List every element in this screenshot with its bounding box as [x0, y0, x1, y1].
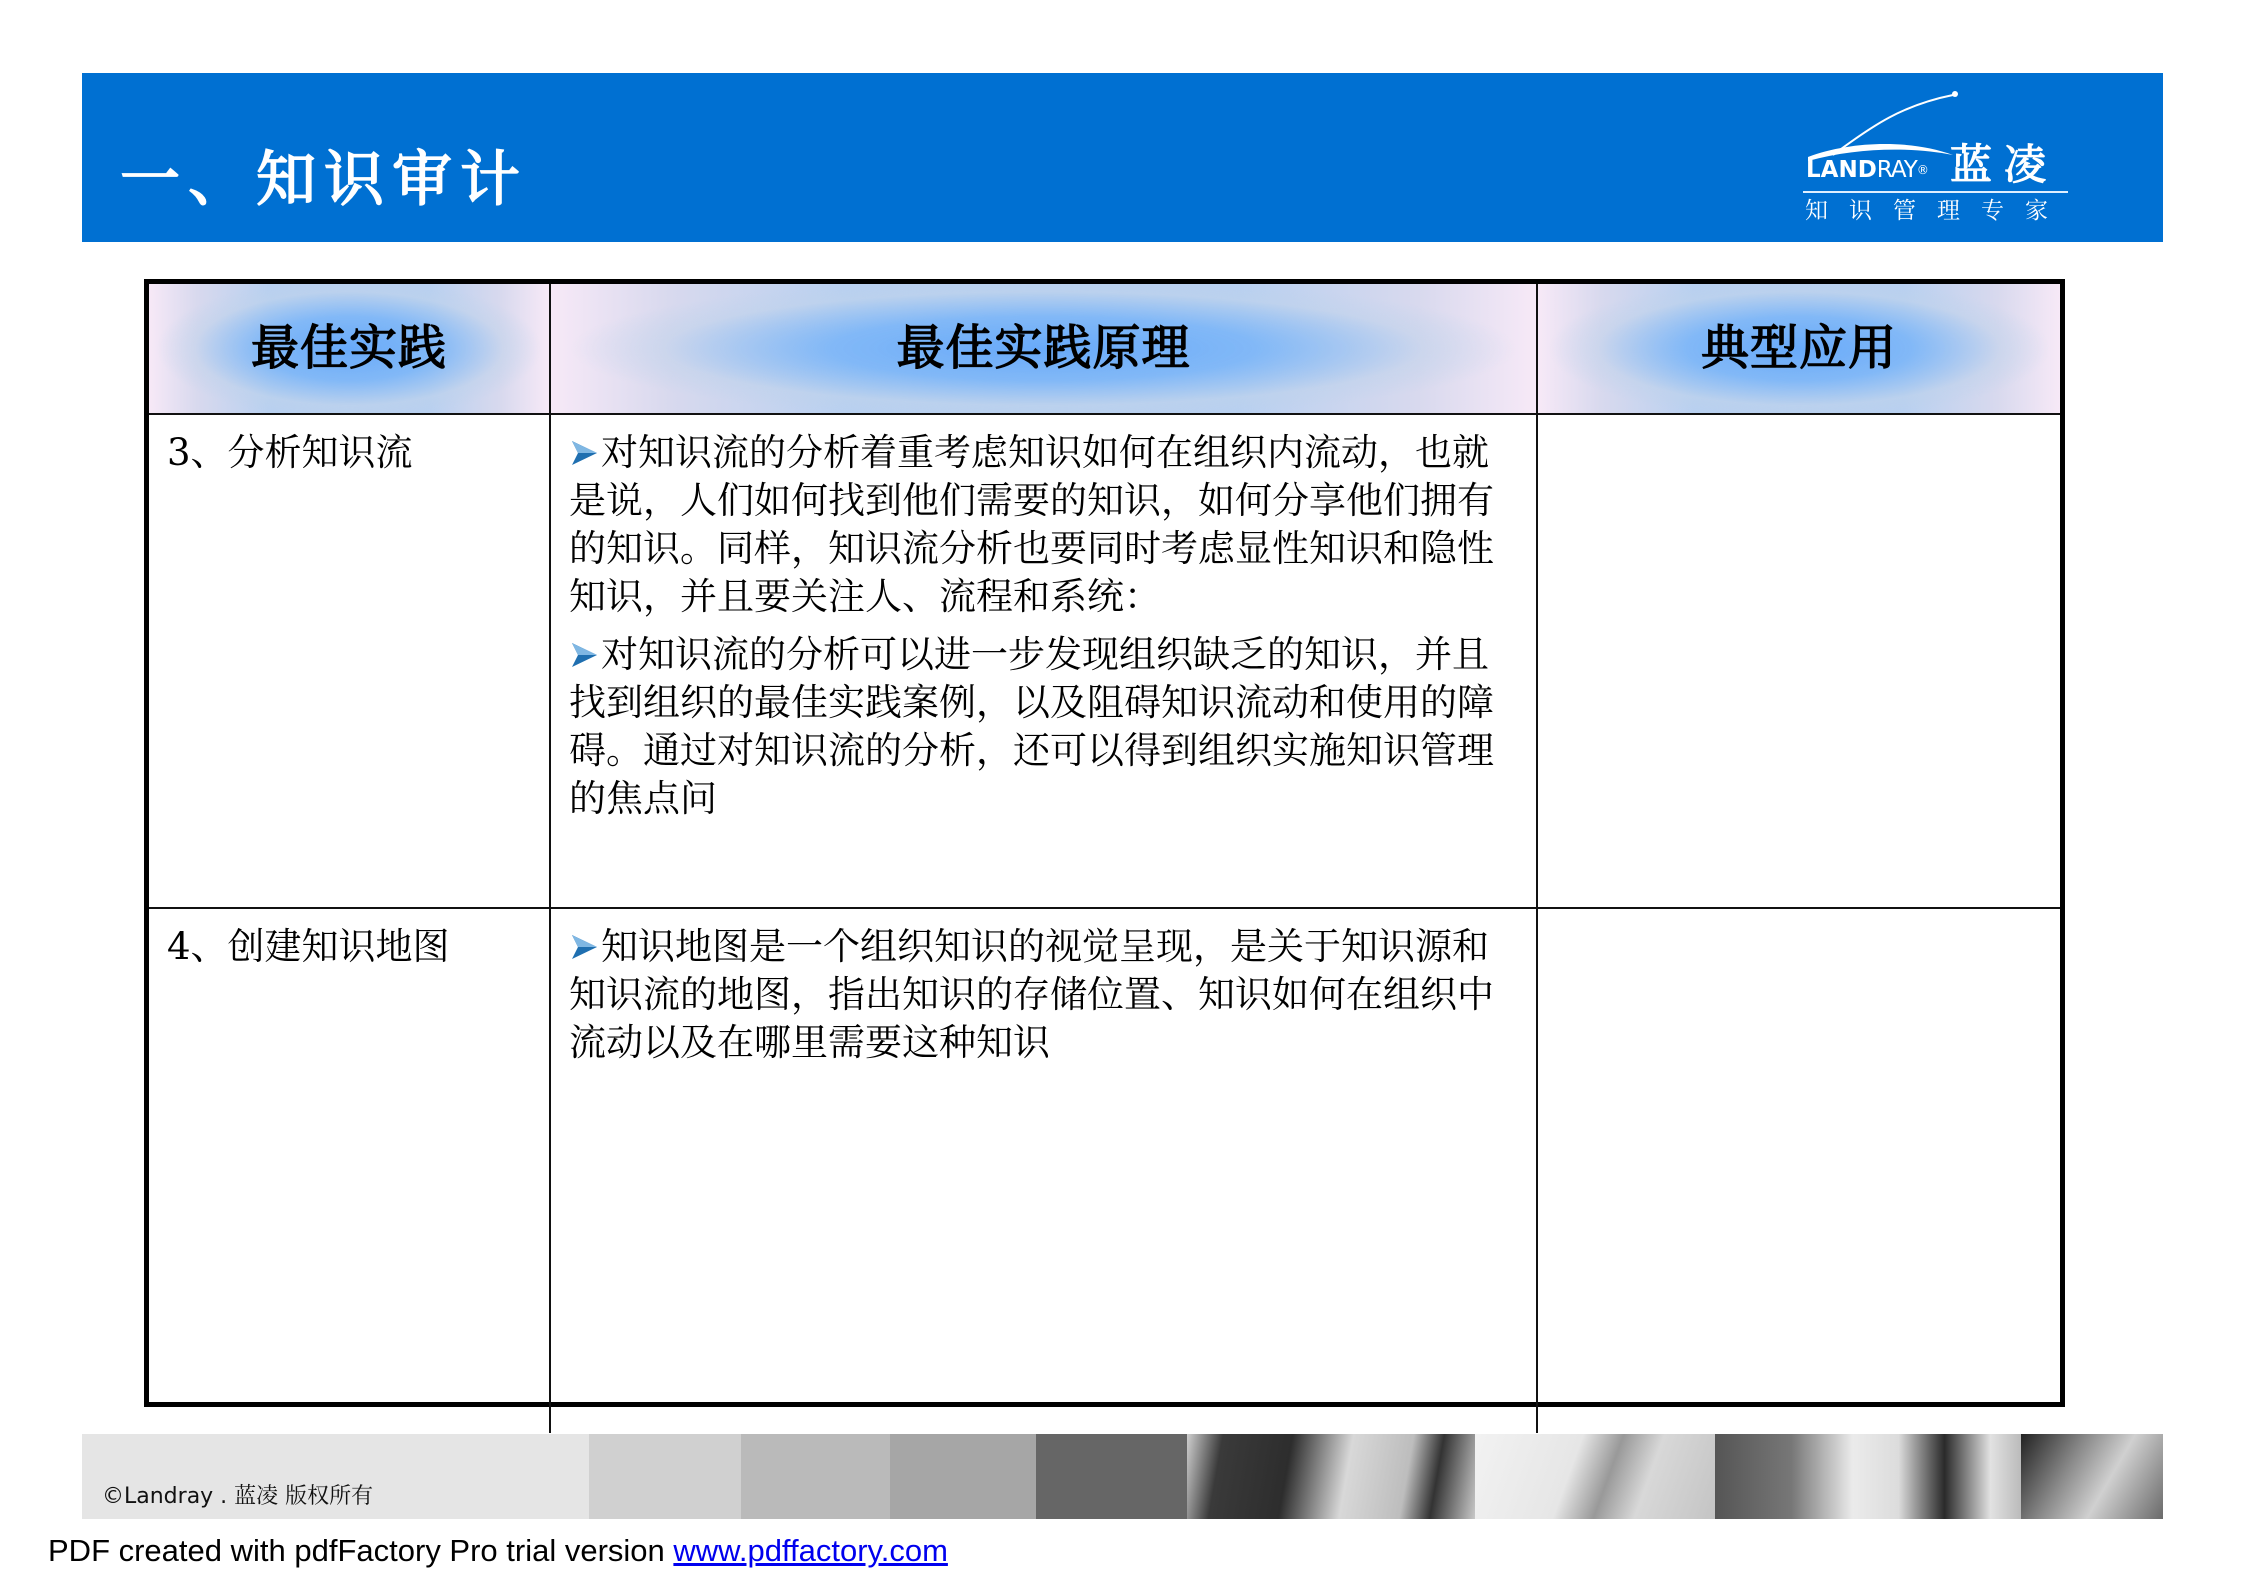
- footer-swatch: [1036, 1434, 1187, 1519]
- logo-brand-cn: 蓝凌: [1950, 140, 2059, 189]
- footer-swatch: [589, 1434, 741, 1519]
- photo-business-line: [1187, 1434, 1475, 1519]
- arrowhead-bullet-icon: [569, 640, 599, 670]
- practice-cell: 4、创建知识地图: [149, 908, 550, 1433]
- title-banner: [82, 73, 2163, 242]
- footer-swatch: [741, 1434, 890, 1519]
- copyright-text: ©Landray . 蓝凌 版权所有: [102, 1484, 374, 1509]
- pdf-watermark: PDF created with pdfFactory Pro trial version www.pdffactory.com: [48, 1533, 948, 1568]
- principle-cell: [550, 908, 1537, 1433]
- logo-divider: [1803, 191, 2068, 193]
- logo-tagline: 知识管理专家: [1805, 198, 2069, 224]
- principle-paragraph: 知识地图是一个组织知识的视觉呈现，是关于知识源和知识流的地图，指出知识的存储位置、知识如何在组织中流动以及在哪里需要这种知识: [569, 925, 1494, 1064]
- footer-swatch: [890, 1434, 1036, 1519]
- principle-cell: [550, 414, 1537, 908]
- practice-cell: 3、分析知识流: [149, 414, 550, 908]
- table-row: [149, 908, 2060, 1433]
- best-practice-table: [144, 279, 2065, 1407]
- application-cell: [1537, 414, 2060, 908]
- application-cell: [1537, 908, 2060, 1433]
- column-header-application: 典型应用: [1537, 284, 2060, 414]
- landray-logo: [1803, 85, 2073, 230]
- arrowhead-bullet-icon: [569, 932, 599, 962]
- column-header-principle: 最佳实践原理: [550, 284, 1537, 414]
- footer-photo-strip: [1187, 1434, 2163, 1519]
- column-header-practice: 最佳实践: [149, 284, 550, 414]
- photo-closeup: [1475, 1434, 1715, 1519]
- pdffactory-link[interactable]: www.pdffactory.com: [673, 1533, 948, 1568]
- principle-paragraph: 对知识流的分析可以进一步发现组织缺乏的知识，并且找到组织的最佳实践案例，以及阻碍知识流动和使用的障碍。通过对知识流的分析，还可以得到组织实施知识管理的焦点问: [569, 633, 1494, 820]
- logo-brand-en: LANDRAY®: [1806, 157, 1929, 183]
- arrowhead-bullet-icon: [569, 438, 599, 468]
- page-title: 一、知识审计: [120, 145, 528, 215]
- principle-paragraph: 对知识流的分析着重考虑知识如何在组织内流动，也就是说，人们如何找到他们需要的知识，如何分享他们拥有的知识。同样，知识流分析也要同时考虑显性知识和隐性知识，并且要关注人、流程和系统：: [569, 431, 1494, 618]
- footer-band: [82, 1434, 2163, 1519]
- photo-face: [2021, 1434, 2163, 1519]
- table-row: [149, 414, 2060, 908]
- photo-presenter: [1715, 1434, 2021, 1519]
- table-header-row: [149, 284, 2060, 414]
